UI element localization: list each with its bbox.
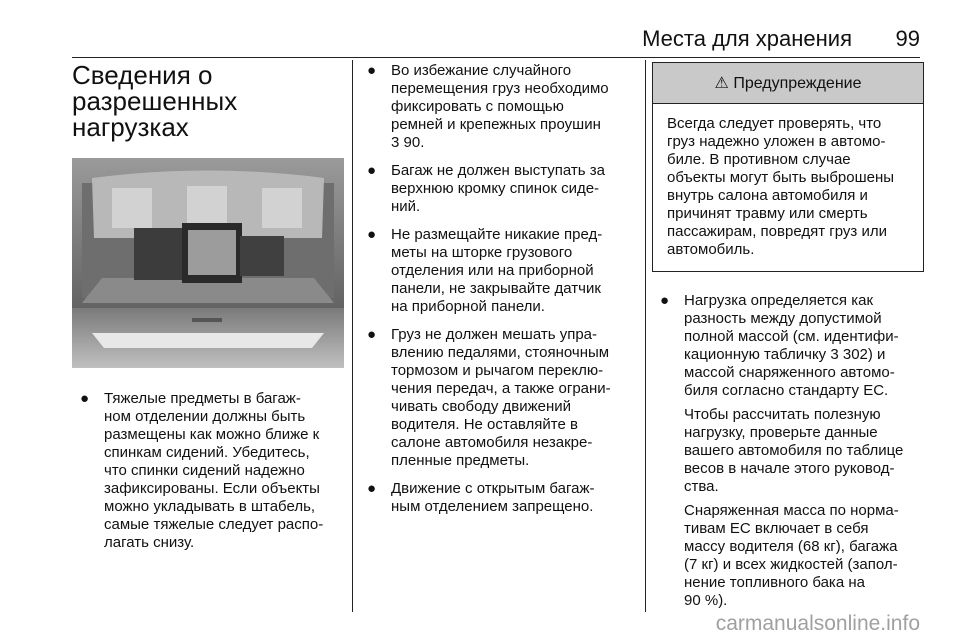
column3-bullets [652, 292, 924, 610]
page-header-title: Места для хранения [642, 26, 852, 51]
warning-triangle-icon: ⚠ [714, 75, 729, 92]
column-2 [359, 62, 636, 526]
column2-bullets [359, 62, 636, 516]
header-rule [72, 57, 920, 58]
column-divider-2 [645, 60, 646, 612]
bullet-item: ● Нагрузка определяется как разность между допустимой полной массой (см. идентифи- кационную табличку 3 302) и массой снаряженного автомо- биля согласно стандарту ЕС. Чтобы рассчитать полезную нагрузку, проверьте данные вашего автомобиля по таблице весов в начале этого руковод- ства. Снаряженная масса по норма- тивам ЕС включает в себя массу водителя (68 кг), багажа (7 кг) и всех жидкостей (запол- нение топливного бака на 90 %). [652, 292, 924, 610]
warning-box [652, 62, 924, 272]
paragraph: Чтобы рассчитать полезную нагрузку, проверьте данные вашего автомобиля по таблице весов в начале этого руковод- ства. [684, 406, 904, 495]
paragraph: Снаряженная масса по норма- тивам ЕС включает в себя массу водителя (68 кг), багажа (7 кг) и всех жидкостей (запол- нение топливного бака на 90 %). [684, 502, 899, 609]
column1-bullets [72, 390, 344, 552]
watermark: carmanualsonline.info [715, 612, 920, 635]
warning-text: Всегда следует проверять, что груз надежно уложен в автомо- биле. В противном случае объекты могут быть выброшены внутрь салона автомобиля и причинят травму или смерть пассажирам, повредят груз или автомобиль. [667, 115, 895, 258]
column-1 [72, 62, 344, 562]
section-title: Сведения о разрешенных нагрузках [72, 60, 238, 142]
bullet-item: ● Багаж не должен выступать за верхнюю кромку спинок сиде- ний. [367, 162, 606, 215]
bullet-item: ● Не размещайте никакие пред- меты на шторке грузового отделения или на приборной панели, не закрывайте датчик на приборной панели. [367, 226, 603, 315]
bullet-item: ● Груз не должен мешать упра- влению педалями, стояночным тормозом и рычагом переклю- чения передач, а также ограни- чивать свободу движений водителя. Не оставляйте в салоне автомобиля незакре- пленные предметы. [367, 326, 611, 469]
warning-header [653, 63, 923, 104]
bullet-item: ● Во избежание случайного перемещения груз необходимо фиксировать с помощью ремней и крепежных проушин 3 90. [367, 62, 609, 151]
column-3 [652, 62, 924, 620]
page-number: 99 [895, 26, 920, 51]
cargo-area-photo [72, 158, 344, 368]
column-divider-1 [352, 60, 353, 612]
bullet-item: ● Тяжелые предметы в багаж- ном отделении должны быть размещены как можно ближе к спинкам сидений. Убедитесь, что спинки сидений надежно зафиксированы. Если объекты можно укладывать в штабель, самые тяжелые следует распо- лагать снизу. [80, 390, 324, 551]
warning-title: Предупреждение [733, 75, 862, 92]
bullet-item: ● Движение с открытым багаж- ным отделением запрещено. [367, 480, 595, 515]
